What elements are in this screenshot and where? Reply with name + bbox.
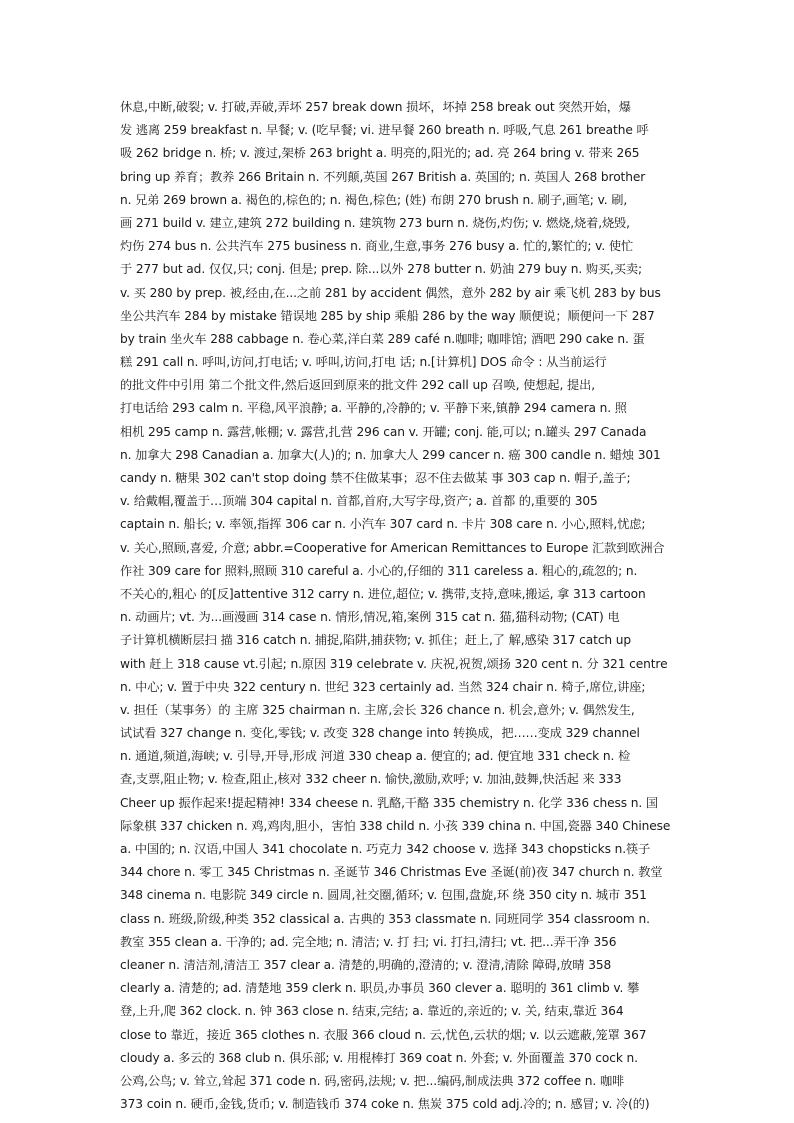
text-line: captain n. 船长; v. 率领,指挥 306 car n. 小汽车 307 card n. 卡片 308 care n. 小心,照料,忧虑; [120,517,646,532]
text-line: 试试看 327 change n. 变化,零钱; v. 改变 328 change into 转换成，把……变成 329 channel [120,726,640,741]
text-line: v. 给戴帽,覆盖于…顶端 304 capital n. 首都,首府,大写字母,资产; a. 首都 的,重要的 305 [120,494,598,509]
text-line: 休息,中断,破裂; v. 打破,弄破,弄坏 257 break down 损坏，坏掉 258 break out 突然开始，爆 [120,100,631,114]
text-line: candy n. 糖果 302 can't stop doing 禁不住做某事；忍不住去做某 事 303 cap n. 帽子,盖子; [120,471,631,485]
text-line: 查,支票,阻止物; v. 检查,阻止,核对 332 cheer n. 愉快,激励,欢呼; v. 加油,鼓舞,快活起 来 333 [120,772,622,787]
text-line: 作社 309 care for 照料,照顾 310 careful a. 小心的,仔细的 311 careless a. 粗心的,疏忽的; n. [120,563,638,578]
text-line: cloudy a. 多云的 368 club n. 俱乐部; v. 用棍棒打 369 coat n. 外套; v. 外面覆盖 370 cock n. [120,1050,638,1065]
text-line: 打电话给 293 calm n. 平稳,风平浪静; a. 平静的,冷静的; v. 平静下来,镇静 294 camera n. 照 [120,401,627,416]
text-line: 发 逃离 259 breakfast n. 早餐; v. (吃早餐; vi. 进早餐 260 breath n. 呼吸,气息 261 breathe 呼 [120,123,649,138]
text-line: 344 chore n. 零工 345 Christmas n. 圣诞节 346 Christmas Eve 圣诞(前)夜 347 church n. 教堂 [120,865,663,880]
text-line: n. 动画片; vt. 为...画漫画 314 case n. 情形,情况,箱,案例 315 cat n. 猫,猫科动物; (CAT) 电 [120,610,620,625]
text-line: 公鸡,公鸟; v. 耸立,耸起 371 code n. 码,密码,法规; v. 把...编码,制成法典 372 coffee n. 咖啡 [120,1073,625,1088]
text-line: 的批文件中引用 第二个批文件,然后返回到原来的批文件 292 call up 召唤, 使想起, 提出, [120,378,595,393]
text-line: v. 买 280 by prep. 被,经由,在...之前 281 by accident 偶然，意外 282 by air 乘飞机 283 by bus [120,285,661,300]
text-line: n. 通道,频道,海峡; v. 引导,开导,形成 河道 330 cheap a. 便宜的; ad. 便宜地 331 check n. 检 [120,749,631,764]
text-line: close to 靠近，接近 365 clothes n. 衣服 366 cloud n. 云,忧色,云状的烟; v. 以云遮蔽,笼罩 367 [120,1027,647,1042]
text-line: 于 277 but ad. 仅仅,只; conj. 但是; prep. 除...以外 278 butter n. 奶油 279 buy n. 购买,买卖; [120,262,643,277]
text-line: 373 coin n. 硬币,金钱,货币; v. 制造钱币 374 coke n. 焦炭 375 cold adj.冷的; n. 感冒; v. 冷(的) [120,1097,650,1112]
text-line: by train 坐火车 288 cabbage n. 卷心菜,洋白菜 289 café n.咖啡; 咖啡馆; 酒吧 290 cake n. 蛋 [120,331,645,346]
text-line: 子计算机横断层扫 描 316 catch n. 捕捉,陷阱,捕获物; v. 抓住；赶上,了 解,感染 317 catch up [120,633,632,648]
text-line: 348 cinema n. 电影院 349 circle n. 圆周,社交圈,循环; v. 包围,盘旋,环 绕 350 city n. 城市 351 [120,888,647,903]
text-line: 不关心的,粗心 的[反]attentive 312 carry n. 进位,超位; v. 携带,支持,意味,搬运, 拿 313 cartoon [120,586,646,601]
text-line: class n. 班级,阶级,种类 352 classical a. 古典的 353 classmate n. 同班同学 354 classroom n. [120,911,650,926]
text-line: 灼伤 274 bus n. 公共汽车 275 business n. 商业,生意,事务 276 busy a. 忙的,繁忙的; v. 使忙 [120,239,634,254]
text-line: 画 271 build v. 建立,建筑 272 building n. 建筑物 273 burn n. 烧伤,灼伤; v. 燃烧,烧着,烧毁, [120,215,630,230]
text-line: n. 兄弟 269 brown a. 褐色的,棕色的; n. 褐色,棕色; (姓) 布朗 270 brush n. 刷子,画笔; v. 刷, [120,192,628,207]
text-line: 吸 262 bridge n. 桥; v. 渡过,架桥 263 bright a. 明亮的,阳光的; ad. 亮 264 bring v. 带来 265 [120,146,640,161]
text-line: 教室 355 clean a. 干净的; ad. 完全地; n. 清洁; v. 打 扫; vi. 打扫,清扫; vt. 把...弄干净 356 [120,934,617,949]
text-line: clearly a. 清楚的; ad. 清楚地 359 clerk n. 职员,办事员 360 clever a. 聪明的 361 climb v. 攀 [120,981,640,996]
text-line: with 赶上 318 cause vt.引起; n.原因 319 celebrate v. 庆祝,祝贺,颂扬 320 cent n. 分 321 centre [120,656,668,671]
text-line: v. 担任（某事务）的 主席 325 chairman n. 主席,会长 326 chance n. 机会,意外; v. 偶然发生, [120,702,635,717]
text-line: 糕 291 call n. 呼叫,访问,打电话; v. 呼叫,访问,打电 话; n.[计算机] DOS 命令 : 从当前运行 [120,355,607,370]
text-line: n. 加拿大 298 Canadian a. 加拿大(人)的; n. 加拿大人 299 cancer n. 癌 300 candle n. 蜡烛 301 [120,447,661,462]
text-line: cleaner n. 清洁剂,清洁工 357 clear a. 清楚的,明确的,澄清的; v. 澄清,清除 障碍,放晴 358 [120,957,612,972]
text-line: v. 关心,照顾,喜爱, 介意; abbr.=Cooperative for American Remittances to Europe 汇款到欧洲合 [120,540,665,555]
text-line: 际象棋 337 chicken n. 鸡,鸡肉,胆小，害怕 338 child n. 小孩 339 china n. 中国,瓷器 340 Chinese [120,818,671,833]
vocabulary-text-block [120,96,694,1116]
text-line: Cheer up 振作起来!提起精神! 334 cheese n. 乳酪,干酪 335 chemistry n. 化学 336 chess n. 国 [120,795,659,810]
text-line: n. 中心; v. 置于中央 322 century n. 世纪 323 certainly ad. 当然 324 chair n. 椅子,席位,讲座; [120,679,646,694]
text-line: 相机 295 camp n. 露营,帐棚; v. 露营,扎营 296 can v. 开罐; conj. 能,可以; n.罐头 297 Canada [120,424,647,439]
text-line: bring up 养育；教养 266 Britain n. 不列颠,英国 267 British a. 英国的; n. 英国人 268 brother [120,169,646,184]
text-line: 坐公共汽车 284 by mistake 错误地 285 by ship 乘船 286 by the way 顺便说；顺便问一下 287 [120,308,655,323]
text-line: a. 中国的; n. 汉语,中国人 341 chocolate n. 巧克力 342 choose v. 选择 343 chopsticks n.筷子 [120,842,651,856]
text-line: 登,上升,爬 362 clock. n. 钟 363 close n. 结束,完结; a. 靠近的,亲近的; v. 关, 结束,靠近 364 [120,1004,624,1019]
